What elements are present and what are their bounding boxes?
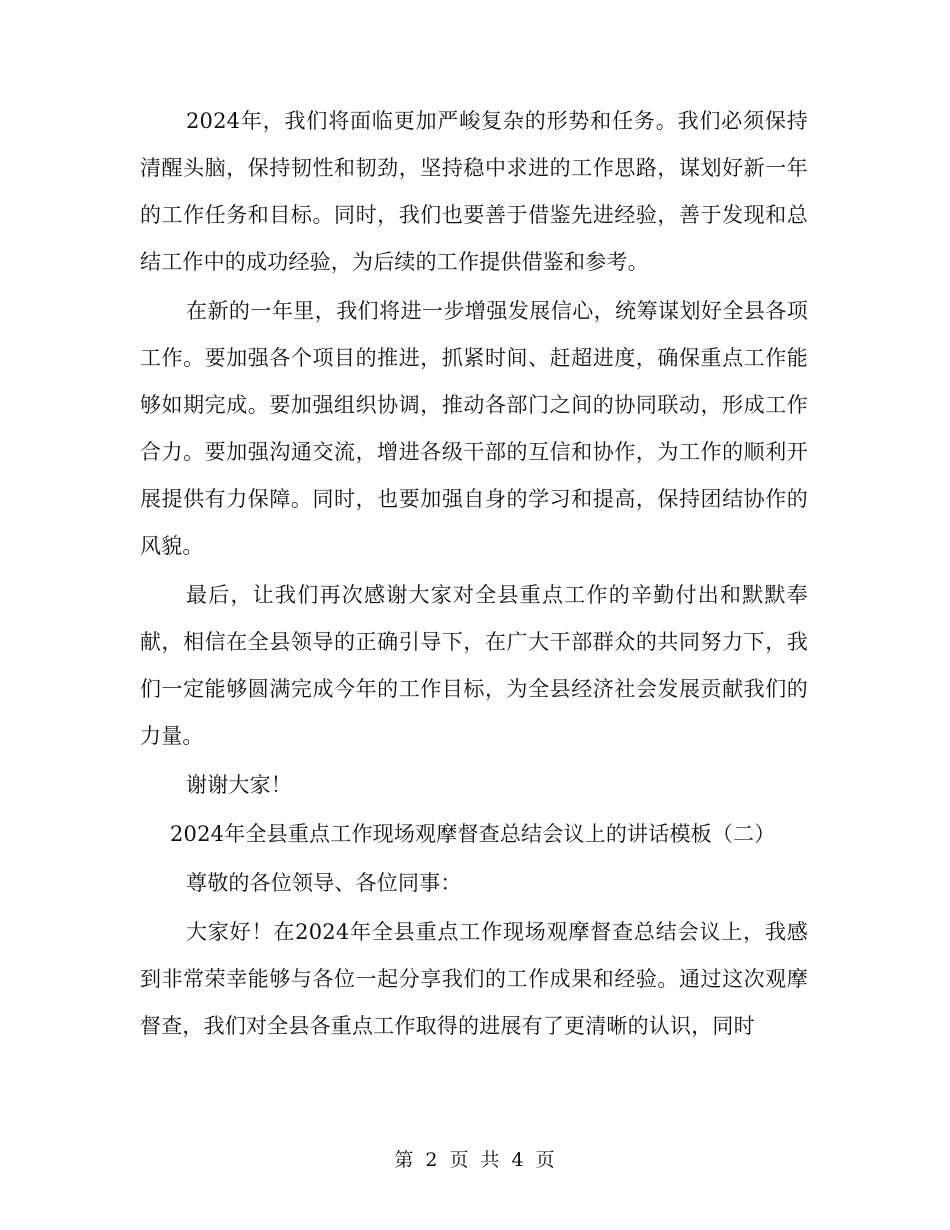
document-body xyxy=(140,98,808,1052)
paragraph-closing-thanks: 最后，让我们再次感谢大家对全县重点工作的辛勤付出和默默奉献，相信在全县领导的正确引导下，在广大干部群众的共同努力下，我们一定能够圆满完成今年的工作目标，为全县经济社会发展贡献我们的力量。 xyxy=(140,583,808,748)
paragraph-thank-you: 谢谢大家！ xyxy=(186,773,292,797)
page-number-footer: 第 2 页 共 4 页 xyxy=(394,1149,556,1171)
paragraph-new-year-plan: 在新的一年里，我们将进一步增强发展信心，统筹谋划好全县各项工作。要加强各个项目的推进，抓紧时间、赶超进度，确保重点工作能够如期完成。要加强组织协调，推动各部门之间的协同联动，形成工作合力。要加强沟通交流，增进各级干部的互信和协作，为工作的顺利开展提供有力保障。同时，也要加强自身的学习和提高，保持团结协作的风貌。 xyxy=(140,299,808,558)
section-title: 2024年全县重点工作现场观摩督查总结会议上的讲话模板（二） xyxy=(170,822,776,846)
paragraph-opening: 大家好！在2024年全县重点工作现场观摩督查总结会议上，我感到非常荣幸能够与各位一起分享我们的工作成果和经验。通过这次观摩督查，我们对全县各重点工作取得的进展有了更清晰的认识，同时 xyxy=(140,920,808,1038)
salutation: 尊敬的各位领导、各位同事： xyxy=(186,871,462,895)
paragraph-outlook-2024: 2024年，我们将面临更加严峻复杂的形势和任务。我们必须保持清醒头脑，保持韧性和韧劲，坚持稳中求进的工作思路，谋划好新一年的工作任务和目标。同时，我们也要善于借鉴先进经验，善于发现和总结工作中的成功经验，为后续的工作提供借鉴和参考。 xyxy=(140,109,808,274)
